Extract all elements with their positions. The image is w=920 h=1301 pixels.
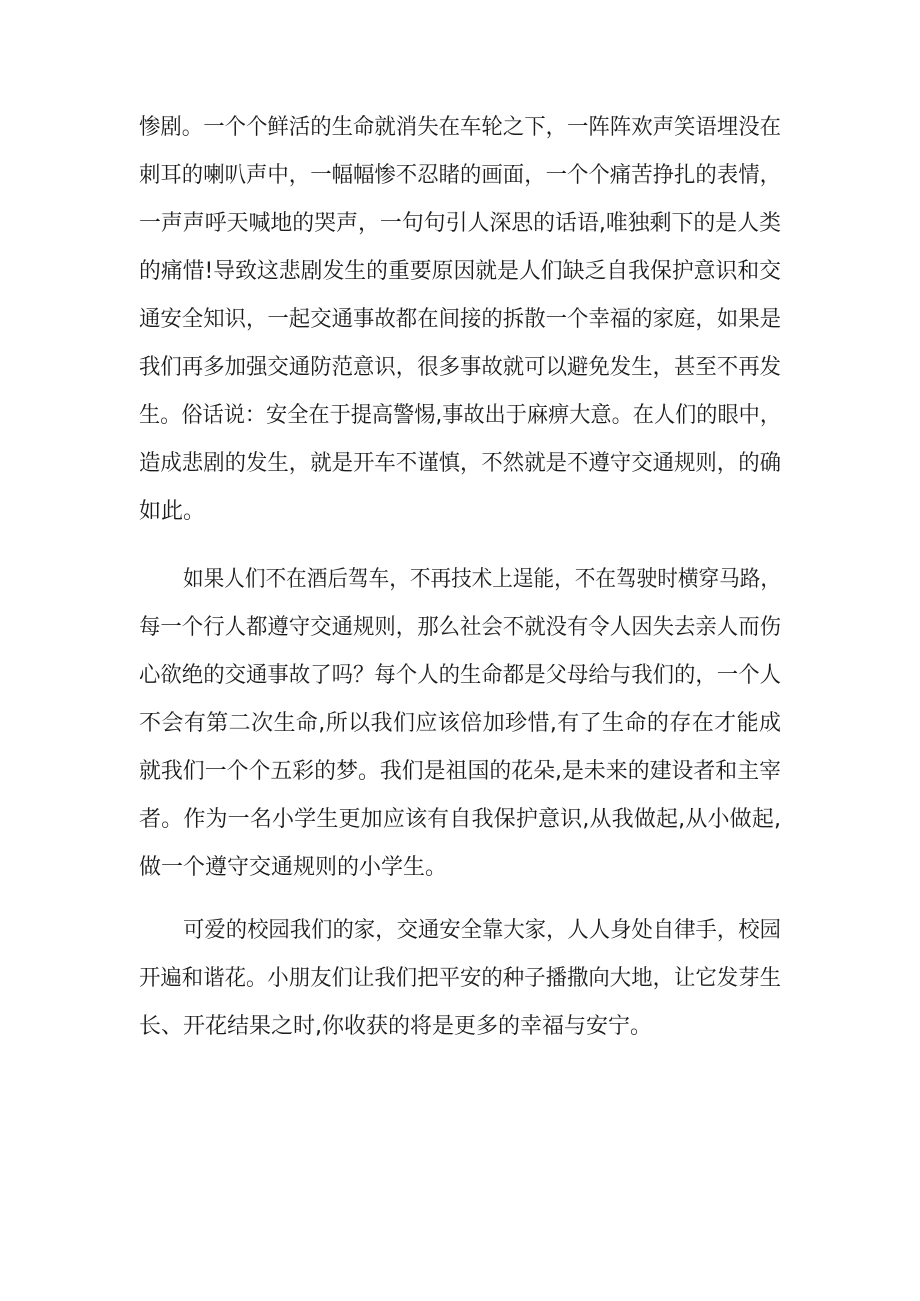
line-text: 长、开花结果之时,你收获的将是更多的幸福与安宁。 bbox=[139, 1014, 652, 1039]
text-line bbox=[0, 440, 920, 488]
line-text: 每一个行人都遵守交通规则，那么社会不就没有令人因失去亲人而伤 bbox=[139, 615, 781, 640]
text-line bbox=[0, 248, 920, 296]
text-line bbox=[0, 296, 920, 344]
text-line bbox=[0, 748, 920, 796]
line-text: 开遍和谐花。小朋友们让我们把平安的种子播撒向大地，让它发芽生 bbox=[139, 966, 781, 991]
text-line bbox=[0, 652, 920, 700]
line-text: 一声声呼天喊地的哭声，一句句引人深思的话语,唯独剩下的是人类 bbox=[139, 211, 781, 236]
text-line bbox=[0, 604, 920, 652]
text-line bbox=[0, 200, 920, 248]
line-text: 如此。 bbox=[139, 499, 206, 524]
text-line bbox=[0, 344, 920, 392]
line-text: 就我们一个个五彩的梦。我们是祖国的花朵,是未来的建设者和主宰 bbox=[139, 759, 781, 784]
text-line bbox=[0, 152, 920, 200]
line-text: 我们再多加强交通防范意识，很多事故就可以避免发生，甚至不再发 bbox=[139, 355, 781, 380]
line-text: 的痛惜!导致这悲剧发生的重要原因就是人们缺乏自我保护意识和交 bbox=[139, 259, 781, 284]
line-text: 通安全知识，一起交通事故都在间接的拆散一个幸福的家庭，如果是 bbox=[139, 307, 781, 332]
line-text: 不会有第二次生命,所以我们应该倍加珍惜,有了生命的存在才能成 bbox=[139, 711, 782, 736]
text-line bbox=[0, 700, 920, 748]
text-line bbox=[0, 796, 920, 844]
text-line bbox=[0, 104, 920, 152]
text-line bbox=[0, 907, 920, 955]
text-line bbox=[0, 556, 920, 604]
line-text: 做一个遵守交通规则的小学生。 bbox=[139, 855, 448, 880]
text-line bbox=[0, 955, 920, 1003]
line-text: 可爱的校园我们的家，交通安全靠大家，人人身处自律手，校园 bbox=[183, 918, 781, 943]
text-line bbox=[0, 1003, 920, 1051]
text-line bbox=[0, 488, 920, 536]
line-text: 者。作为一名小学生更加应该有自我保护意识,从我做起,从小做起, bbox=[139, 807, 782, 832]
line-text: 刺耳的喇叭声中，一幅幅惨不忍睹的画面，一个个痛苦挣扎的表情， bbox=[139, 163, 781, 188]
line-text: 生。俗话说：安全在于提高警惕,事故出于麻痹大意。在人们的眼中， bbox=[139, 403, 781, 428]
line-text: 造成悲剧的发生，就是开车不谨慎，不然就是不遵守交通规则，的确 bbox=[139, 451, 781, 476]
text-line bbox=[0, 392, 920, 440]
line-text: 惨剧。一个个鲜活的生命就消失在车轮之下，一阵阵欢声笑语埋没在 bbox=[139, 115, 781, 140]
line-text: 如果人们不在酒后驾车，不再技术上逞能，不在驾驶时横穿马路， bbox=[183, 567, 781, 592]
text-line bbox=[0, 844, 920, 892]
line-text: 心欲绝的交通事故了吗？每个人的生命都是父母给与我们的，一个人 bbox=[139, 663, 781, 688]
